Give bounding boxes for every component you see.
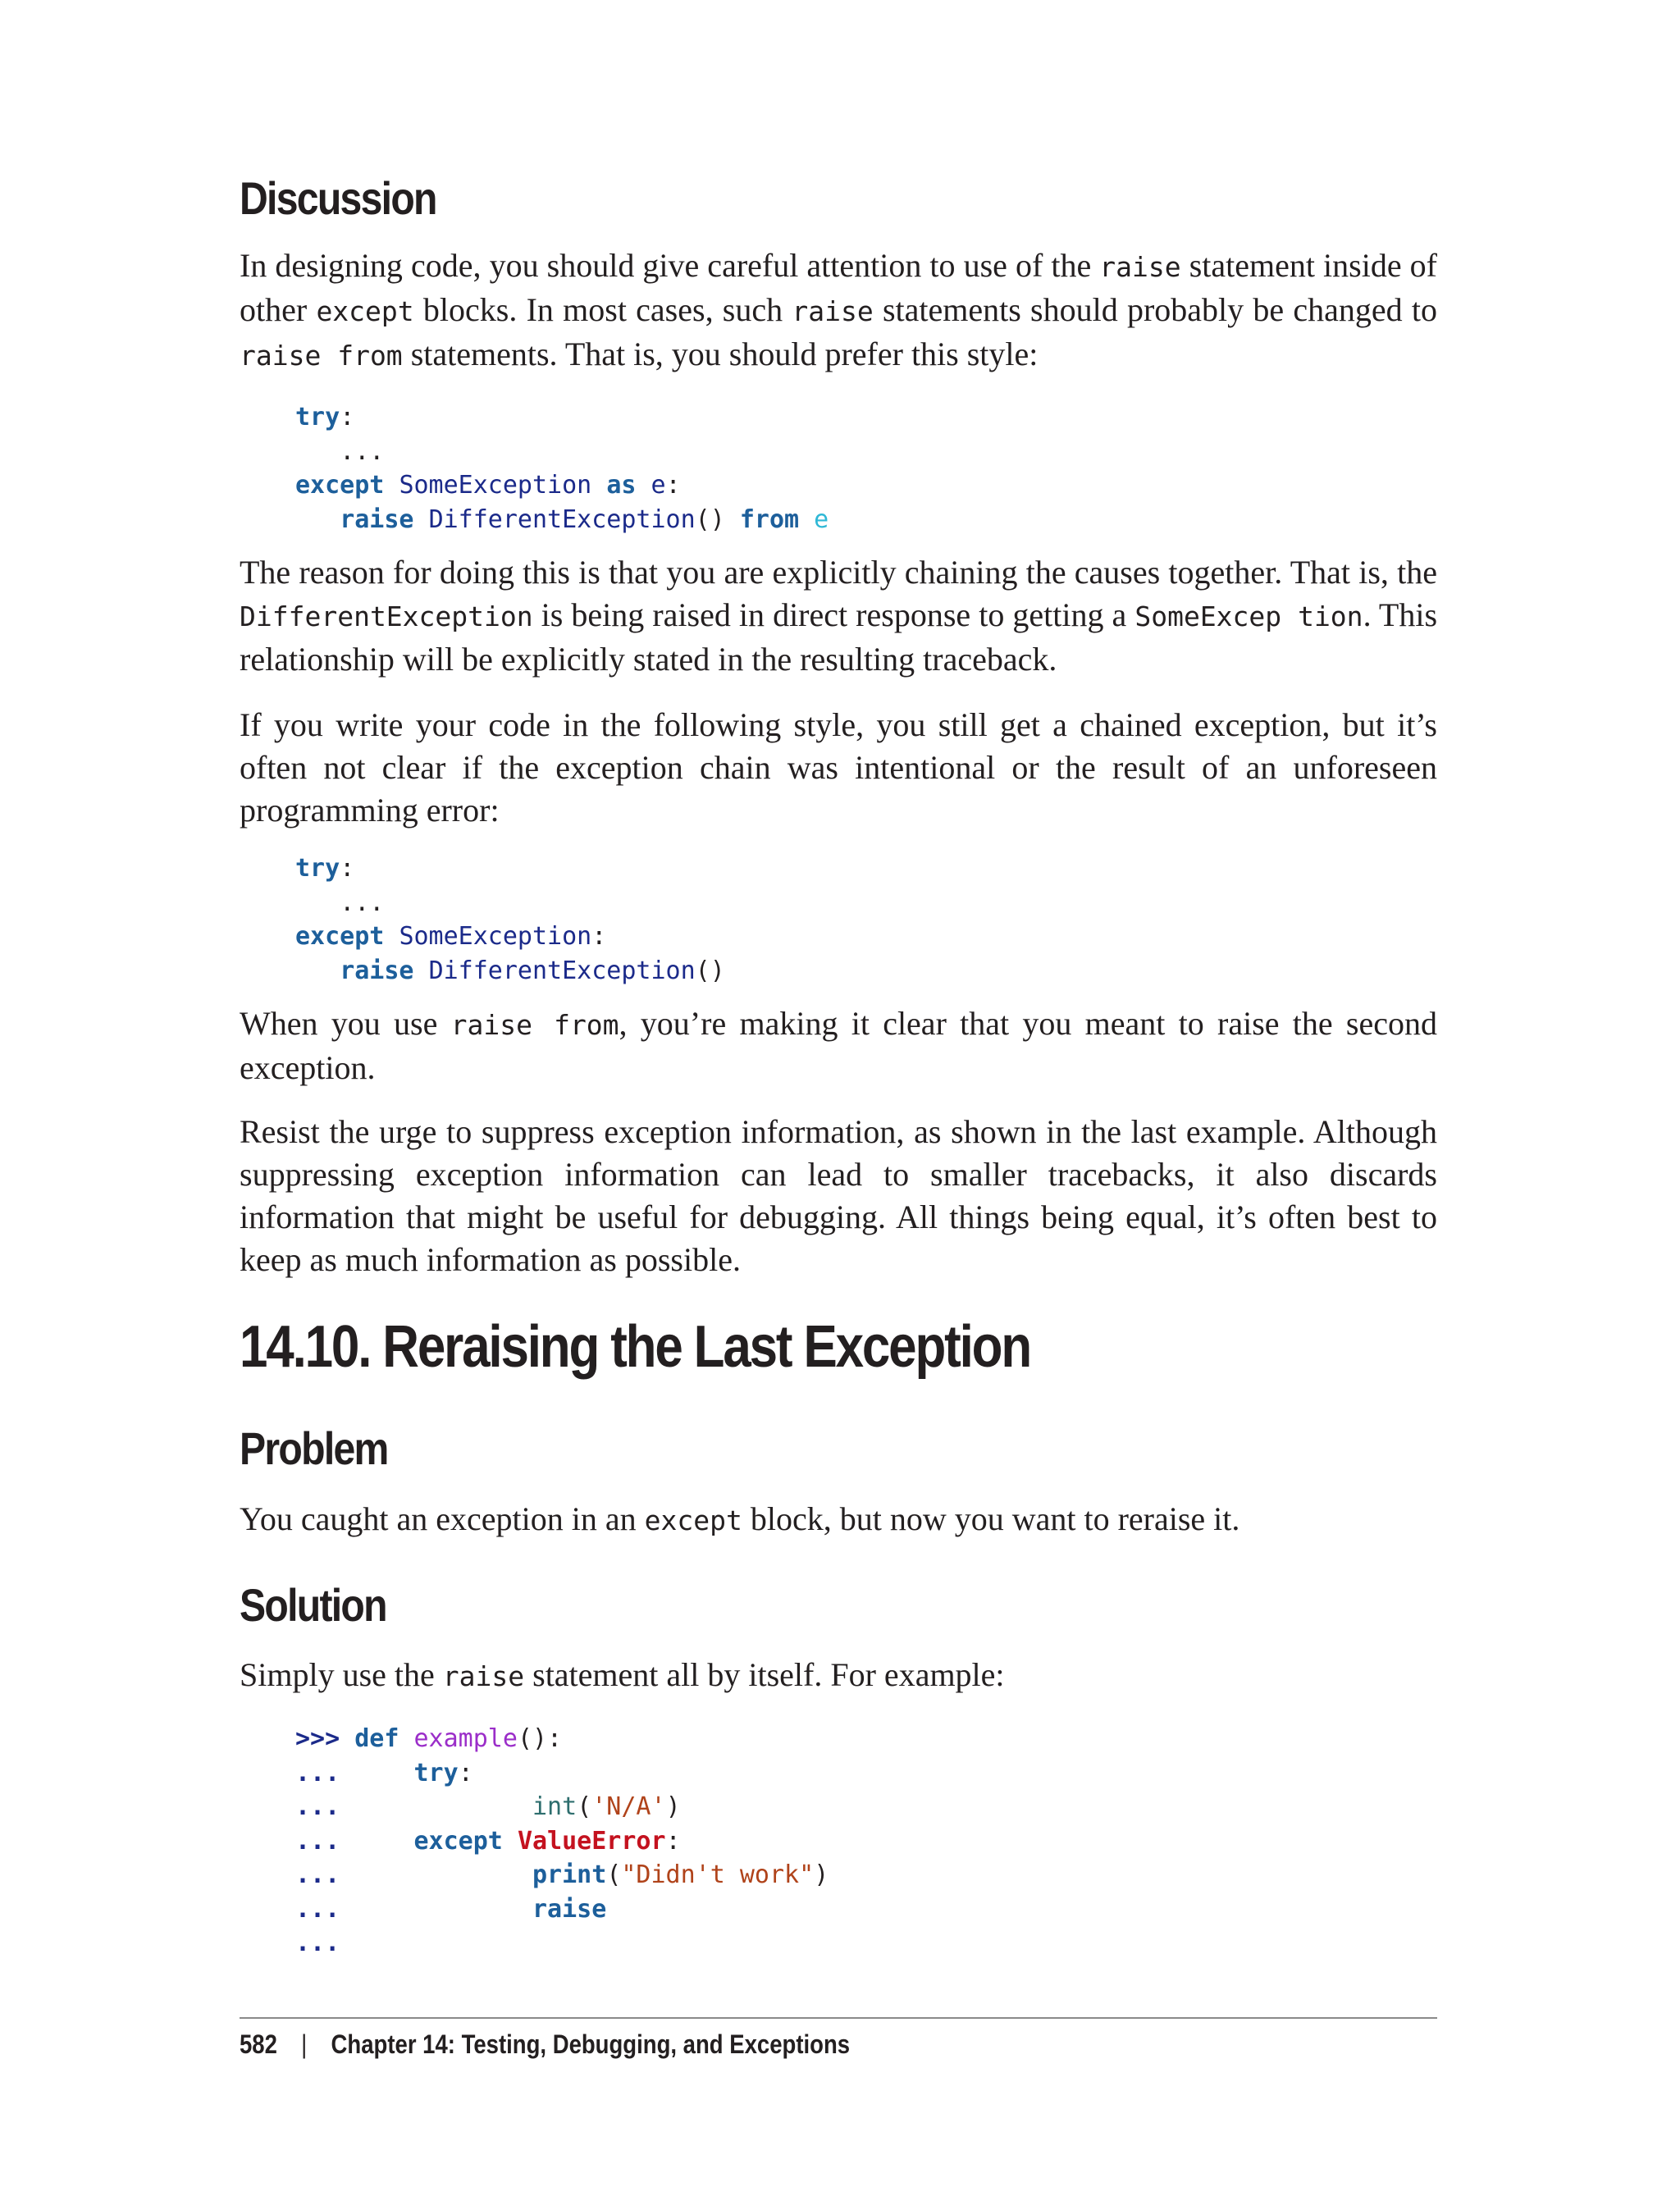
- discussion-heading: Discussion: [240, 172, 436, 224]
- code-block-reraise-example: >>> def example(): ... try: ... int('N/A') ... except ValueError: ... print("Didn't work") ... raise ...: [295, 1724, 829, 1957]
- footer-rule: [240, 2017, 1437, 2019]
- book-page: [240, 0, 1437, 2205]
- discussion-paragraph-5: Resist the urge to suppress exception information, as shown in the last example. Although suppressing exception information can lead to smaller tracebacks, it also discards information that might be useful for debugging. All things being equal, it’s often best to keep as much information as possible.: [240, 1113, 1437, 1278]
- page-number: 582: [240, 2029, 277, 2059]
- discussion-paragraph-1: In designing code, you should give careful attention to use of the raise statement inside of other except blocks. In most cases, such raise statements should probably be changed to raise from statements. That is, you should prefer this style:: [240, 247, 1438, 372]
- discussion-paragraph-2: The reason for doing this is that you are explicitly chaining the causes together. That is, the DifferentException is being raised in direct response to getting a SomeExcep tion. This relationship will be explicitly stated in the resulting traceback.: [240, 554, 1438, 678]
- page-footer: [240, 2028, 850, 2061]
- discussion-paragraph-4: When you use raise from, you’re making it clear that you meant to raise the second exception.: [240, 1005, 1437, 1086]
- solution-text: Simply use the raise statement all by itself. For example:: [240, 1656, 1005, 1693]
- footer-separator: |: [301, 2029, 308, 2059]
- section-title: 14.10. Reraising the Last Exception: [240, 1314, 1031, 1380]
- problem-text: You caught an exception in an except block, but now you want to reraise it.: [240, 1500, 1240, 1537]
- discussion-paragraph-3: If you write your code in the following style, you still get a chained exception, but it’s often not clear if the exception chain was intentional or the result of an unforeseen programming error:: [240, 706, 1437, 829]
- code-block-raise-from: try: ... except SomeException as e: raise DifferentException() from e: [295, 403, 829, 534]
- problem-heading: Problem: [240, 1422, 388, 1474]
- solution-heading: Solution: [240, 1579, 386, 1631]
- chapter-title: Chapter 14: Testing, Debugging, and Exceptions: [331, 2029, 851, 2059]
- code-block-plain-raise: try: ... except SomeException: raise DifferentException(): [295, 854, 725, 985]
